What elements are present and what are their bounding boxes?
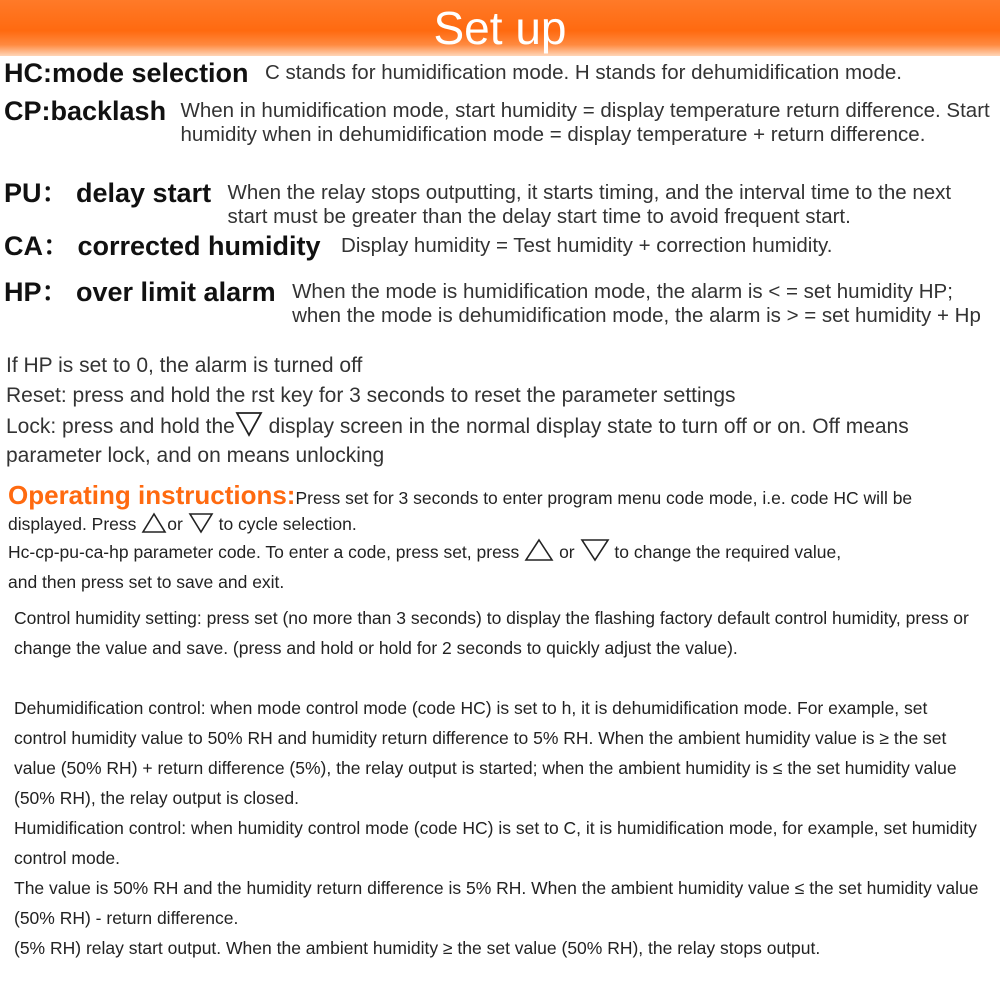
parameter-code-text-a: Hc-cp-pu-ca-hp parameter code. To enter a code, press set, press (8, 542, 520, 562)
humidification-value-paragraph: The value is 50% RH and the humidity return difference is 5% RH. When the ambient humidity value ≤ the set humidity value (50% RH) - return difference. (14, 878, 979, 928)
relay-output-paragraph: (5% RH) relay start output. When the ambient humidity ≥ the set value (50% RH), the relay stops output. (14, 938, 821, 958)
param-cp (4, 96, 996, 147)
param-code: CA： corrected humidity (4, 231, 321, 261)
operating-intro-or: or (167, 514, 183, 534)
control-humidity-paragraph: Control humidity setting: press set (no more than 3 seconds) to display the flashing factory default control humidity, press or change the value and save. (press and hold or hold for 2 seconds to quickly adjust the value). (14, 608, 969, 658)
param-pu (4, 178, 996, 229)
lock-note-part-a: Lock: press and hold the (6, 415, 235, 438)
param-desc: When the relay stops outputting, it starts timing, and the interval time to the next start must be greater than the delay start time to avoid frequent start. (227, 181, 952, 228)
triangle-down-icon (188, 512, 214, 541)
operating-intro-a: Press set for 3 seconds to enter program menu code mode, i.e. code HC will be displayed. Press (8, 488, 913, 534)
param-desc: C stands for humidification mode. H stands for dehumidification mode. (265, 61, 902, 84)
param-code: CP:backlash (4, 96, 167, 126)
param-code: PU： delay start (4, 178, 212, 208)
param-code: HP： over limit alarm (4, 277, 276, 307)
parameter-code-line-continued: and then press set to save and exit. (8, 572, 285, 592)
triangle-up-icon (524, 538, 554, 570)
param-hc (4, 58, 996, 88)
triangle-up-icon (141, 512, 167, 541)
param-desc: Display humidity = Test humidity + correction humidity. (341, 234, 833, 257)
parameter-code-line (8, 538, 841, 570)
param-code: HC:mode selection (4, 58, 249, 88)
humidification-paragraph: Humidification control: when humidity control mode (code HC) is set to C, it is humidification mode, for example, set humidity control mode. (14, 818, 977, 868)
reset-note: Reset: press and hold the rst key for 3 seconds to reset the parameter settings (6, 384, 736, 407)
operating-intro-b: to cycle selection. (218, 514, 357, 534)
parameter-code-or: or (559, 542, 575, 562)
param-ca (4, 231, 996, 261)
triangle-down-icon (580, 538, 610, 570)
param-desc: When the mode is humidification mode, the alarm is < = set humidity HP; when the mode is dehumidification mode, the alarm is > = set humidity + Hp (292, 280, 981, 327)
lock-note-continued: parameter lock, and on means unlocking (6, 444, 385, 467)
param-hp (4, 277, 996, 328)
title-banner (0, 0, 1000, 56)
operating-instructions (8, 482, 994, 541)
operating-title: Operating instructions: (8, 480, 296, 510)
hp-zero-note: If HP is set to 0, the alarm is turned off (6, 354, 363, 377)
page-title: Set up (433, 2, 567, 54)
parameter-code-text-b: to change the required value, (614, 542, 842, 562)
param-desc: When in humidification mode, start humidity = display temperature return difference. Start humidity when in dehumidification mode = display temperature + return difference. (180, 99, 990, 146)
dehumidification-paragraph: Dehumidification control: when mode control mode (code HC) is set to h, it is dehumidification mode. For example, set control humidity value to 50% RH and humidity return difference to 5% RH. When the ambient humidity value is ≥ the set value (50% RH) + return difference (5%), the relay output is started; when the ambient humidity is ≤ the set humidity value (50% RH), the relay output is closed. (14, 698, 957, 808)
lock-note-part-b: display screen in the normal display state to turn off or on. Off means (268, 415, 909, 438)
